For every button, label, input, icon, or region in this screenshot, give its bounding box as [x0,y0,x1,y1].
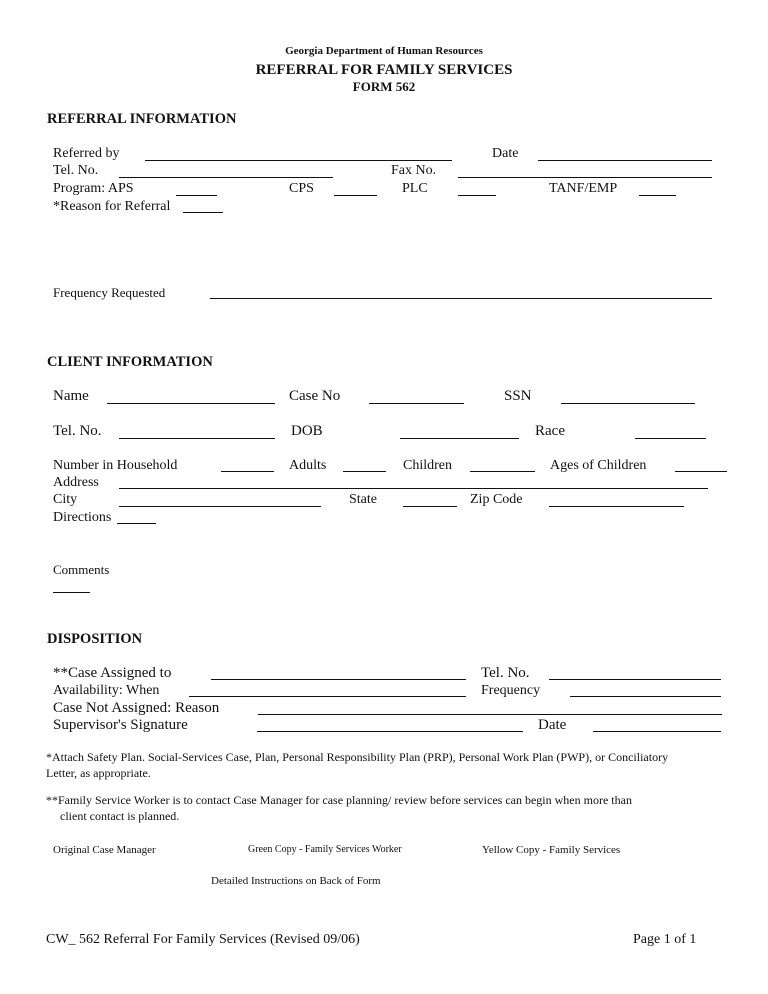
client-tel-label: Tel. No. [53,423,102,439]
race-label: Race [535,423,565,439]
form-title: REFERRAL FOR FAMILY SERVICES [255,62,513,78]
reason-label: *Reason for Referral [53,199,171,214]
program-tanf-field[interactable] [639,195,676,196]
ssn-field[interactable] [561,403,695,404]
disposition-frequency-label: Frequency [481,683,541,698]
adults-field[interactable] [343,471,386,472]
copy-yellow: Yellow Copy - Family Services [482,844,621,856]
note-safety-plan: *Attach Safety Plan. Social-Services Case, Plan, Personal Responsibility Plan (PRP), Personal Work Plan (PWP), or Conciliatory [46,750,669,764]
state-label: State [349,492,377,507]
case-assigned-field[interactable] [211,679,466,680]
adults-label: Adults [289,458,327,473]
program-cps-label: CPS [289,181,314,196]
supervisor-label: Supervisor's Signature [53,717,188,733]
referral-date-field[interactable] [538,160,712,161]
state-field[interactable] [403,506,457,507]
program-tanf-label: TANF/EMP [549,181,618,196]
form-number: FORM 562 [352,79,416,94]
disposition-date-field[interactable] [593,731,721,732]
dob-field[interactable] [400,438,519,439]
copy-original: Original Case Manager [53,844,156,856]
ages-label: Ages of Children [550,458,647,473]
referred-by-label: Referred by [53,146,120,161]
agency-name: Georgia Department of Human Resources [285,45,483,57]
comments-label: Comments [53,562,110,577]
frequency-requested-field[interactable] [210,298,712,299]
directions-label: Directions [53,510,112,525]
household-field[interactable] [221,471,274,472]
address-field[interactable] [119,488,708,489]
ssn-label: SSN [504,388,532,404]
frequency-requested-label: Frequency Requested [53,285,166,300]
client-tel-field[interactable] [119,438,275,439]
note-safety-plan-cont: Letter, as appropriate. [46,766,151,780]
case-no-label: Case No [289,388,341,404]
program-plc-label: PLC [402,181,428,196]
name-field[interactable] [107,403,275,404]
reason-field[interactable] [183,212,223,213]
program-aps-label: Program: APS [53,181,134,196]
name-label: Name [53,388,89,404]
referral-tel-field[interactable] [119,177,333,178]
zip-label: Zip Code [470,492,523,507]
referral-date-label: Date [492,146,519,161]
availability-label: Availability: When [53,683,160,698]
city-field[interactable] [119,506,321,507]
city-label: City [53,492,78,507]
not-assigned-label: Case Not Assigned: Reason [53,700,220,716]
directions-field[interactable] [117,523,156,524]
referral-tel-label: Tel. No. [53,163,99,178]
not-assigned-field[interactable] [258,714,722,715]
ages-field[interactable] [675,471,727,472]
program-plc-field[interactable] [458,195,496,196]
comments-field[interactable] [53,592,90,593]
disposition-tel-field[interactable] [549,679,721,680]
children-field[interactable] [470,471,535,472]
section-client-heading: CLIENT INFORMATION [47,354,213,370]
household-label: Number in Household [53,458,178,473]
fax-field[interactable] [458,177,712,178]
supervisor-signature-field[interactable] [257,731,523,732]
note-family-service-worker: **Family Service Worker is to contact Case Manager for case planning/ review before services can begin when more than [46,793,632,807]
section-disposition-heading: DISPOSITION [47,631,143,647]
referred-by-field[interactable] [145,160,452,161]
copy-green: Green Copy - Family Services Worker [248,844,402,855]
footer-form-id: CW_ 562 Referral For Family Services (Revised 09/06) [46,932,360,947]
program-cps-field[interactable] [334,195,377,196]
zip-field[interactable] [549,506,684,507]
race-field[interactable] [635,438,706,439]
children-label: Children [403,458,452,473]
disposition-tel-label: Tel. No. [481,665,530,681]
instructions-note: Detailed Instructions on Back of Form [211,875,381,887]
program-aps-field[interactable] [176,195,217,196]
disposition-frequency-field[interactable] [570,696,721,697]
disposition-date-label: Date [538,717,567,733]
note-family-service-worker-cont: client contact is planned. [60,809,180,823]
availability-field[interactable] [189,696,466,697]
section-referral-heading: REFERRAL INFORMATION [47,111,237,127]
page-number: Page 1 of 1 [633,932,697,947]
dob-label: DOB [291,423,323,439]
fax-label: Fax No. [391,163,437,178]
case-no-field[interactable] [369,403,464,404]
case-assigned-label: **Case Assigned to [53,665,172,681]
address-label: Address [53,475,99,490]
